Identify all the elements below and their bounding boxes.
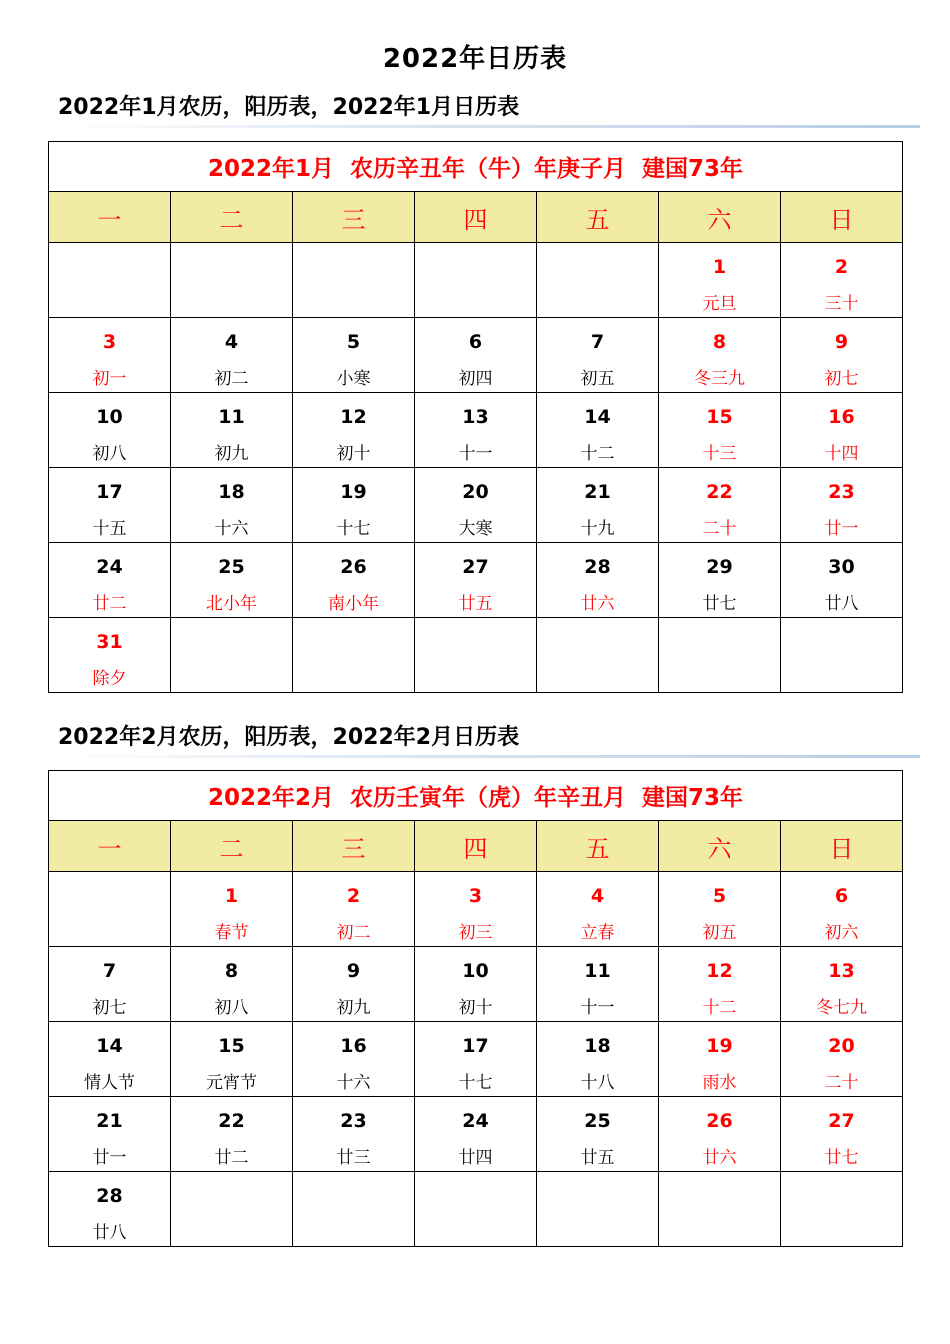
month-section-heading: [58, 722, 920, 758]
weekday-header: 六: [659, 821, 781, 872]
day-number: 25: [584, 1110, 611, 1132]
lunar-date-label: 十八: [580, 1073, 615, 1093]
lunar-date-label: 廿二: [214, 1148, 249, 1168]
day-cell: [537, 393, 659, 468]
week-row: [49, 947, 903, 1022]
empty-day-cell: [537, 243, 659, 318]
day-cell: [293, 318, 415, 393]
lunar-date-label: 廿五: [580, 1148, 615, 1168]
day-number: 26: [340, 556, 367, 578]
day-cell: [293, 543, 415, 618]
weekday-header: 一: [49, 192, 171, 243]
lunar-date-label: 大寒: [458, 519, 493, 539]
week-row: [49, 618, 903, 693]
week-row: [49, 318, 903, 393]
day-cell: [781, 393, 903, 468]
lunar-date-label: 廿一: [824, 519, 859, 539]
lunar-date-label: 十四: [824, 444, 859, 464]
empty-day-cell: [415, 243, 537, 318]
day-cell: [415, 543, 537, 618]
day-number: 14: [584, 406, 611, 428]
day-cell: [659, 318, 781, 393]
day-cell: [781, 1022, 903, 1097]
day-number: 28: [96, 1185, 123, 1207]
weekday-header: 五: [537, 821, 659, 872]
day-number: 9: [346, 960, 361, 982]
day-cell: [293, 1097, 415, 1172]
day-number: 2: [834, 256, 849, 278]
lunar-date-label: 廿六: [580, 594, 615, 614]
week-row: [49, 1097, 903, 1172]
weekday-header-row: [49, 192, 903, 243]
day-number: 13: [462, 406, 489, 428]
day-number: 4: [590, 885, 605, 907]
day-cell: [659, 872, 781, 947]
day-cell: [659, 1097, 781, 1172]
day-number: 23: [340, 1110, 367, 1132]
day-cell: [781, 947, 903, 1022]
lunar-date-label: 初二: [214, 369, 249, 389]
day-number: 16: [340, 1035, 367, 1057]
day-number: 22: [218, 1110, 245, 1132]
heading-underline: [58, 125, 920, 128]
day-cell: [171, 393, 293, 468]
day-cell: [171, 1097, 293, 1172]
lunar-date-label: 春节: [214, 923, 249, 943]
day-cell: [171, 318, 293, 393]
empty-day-cell: [537, 1172, 659, 1247]
day-cell: [781, 1097, 903, 1172]
month-section-heading-text: 2022年1月农历，阳历表，2022年1月日历表: [58, 95, 520, 120]
lunar-date-label: 十二: [702, 998, 737, 1018]
day-cell: [415, 1022, 537, 1097]
lunar-date-label: 廿八: [92, 1223, 127, 1243]
lunar-date-label: 三十: [824, 294, 859, 314]
day-cell: [49, 1172, 171, 1247]
lunar-date-label: 初六: [824, 923, 859, 943]
lunar-date-label: 元旦: [702, 294, 737, 314]
day-cell: [171, 1022, 293, 1097]
month-section-heading-text: 2022年2月农历，阳历表，2022年2月日历表: [58, 725, 520, 750]
day-number: 3: [468, 885, 483, 907]
lunar-date-label: 廿六: [702, 1148, 737, 1168]
weekday-header: 日: [781, 821, 903, 872]
lunar-date-label: 初十: [336, 444, 371, 464]
day-number: 15: [706, 406, 733, 428]
day-number: 8: [224, 960, 239, 982]
day-number: 14: [96, 1035, 123, 1057]
weekday-header: 三: [293, 192, 415, 243]
day-number: 27: [828, 1110, 855, 1132]
day-cell: [49, 618, 171, 693]
empty-day-cell: [171, 243, 293, 318]
lunar-date-label: 廿八: [824, 594, 859, 614]
day-number: 15: [218, 1035, 245, 1057]
day-cell: [49, 947, 171, 1022]
day-cell: [171, 468, 293, 543]
lunar-date-label: 除夕: [92, 669, 127, 689]
day-cell: [293, 947, 415, 1022]
week-row: [49, 468, 903, 543]
lunar-date-label: 廿一: [92, 1148, 127, 1168]
empty-day-cell: [781, 1172, 903, 1247]
lunar-date-label: 初三: [458, 923, 493, 943]
day-number: 21: [96, 1110, 123, 1132]
empty-day-cell: [537, 618, 659, 693]
day-cell: [49, 393, 171, 468]
day-cell: [659, 243, 781, 318]
lunar-date-label: 初九: [214, 444, 249, 464]
day-number: 31: [96, 631, 123, 653]
day-number: 28: [584, 556, 611, 578]
week-row: [49, 243, 903, 318]
day-number: 9: [834, 331, 849, 353]
day-number: 17: [462, 1035, 489, 1057]
day-number: 27: [462, 556, 489, 578]
lunar-date-label: 十七: [458, 1073, 493, 1093]
day-cell: [49, 468, 171, 543]
day-number: 6: [834, 885, 849, 907]
empty-day-cell: [49, 872, 171, 947]
lunar-date-label: 初八: [214, 998, 249, 1018]
day-cell: [171, 947, 293, 1022]
day-cell: [49, 318, 171, 393]
weekday-header: 六: [659, 192, 781, 243]
day-number: 10: [96, 406, 123, 428]
lunar-date-label: 廿二: [92, 594, 127, 614]
empty-day-cell: [293, 618, 415, 693]
weekday-header: 三: [293, 821, 415, 872]
day-number: 20: [828, 1035, 855, 1057]
weekday-header: 四: [415, 821, 537, 872]
day-number: 23: [828, 481, 855, 503]
day-cell: [537, 318, 659, 393]
day-cell: [781, 872, 903, 947]
lunar-date-label: 北小年: [206, 594, 257, 614]
lunar-date-label: 初七: [92, 998, 127, 1018]
day-cell: [293, 1022, 415, 1097]
day-number: 8: [712, 331, 727, 353]
day-number: 11: [218, 406, 245, 428]
lunar-date-label: 廿七: [702, 594, 737, 614]
day-number: 5: [346, 331, 361, 353]
day-cell: [293, 872, 415, 947]
day-number: 25: [218, 556, 245, 578]
lunar-date-label: 廿七: [824, 1148, 859, 1168]
day-cell: [293, 468, 415, 543]
day-cell: [659, 468, 781, 543]
empty-day-cell: [171, 1172, 293, 1247]
lunar-date-label: 十六: [214, 519, 249, 539]
lunar-date-label: 冬三九: [694, 369, 745, 389]
document-title: 2022年日历表: [382, 44, 568, 74]
lunar-date-label: 二十: [824, 1073, 859, 1093]
empty-day-cell: [293, 243, 415, 318]
day-number: 5: [712, 885, 727, 907]
day-number: 7: [590, 331, 605, 353]
day-number: 4: [224, 331, 239, 353]
day-cell: [415, 872, 537, 947]
day-cell: [49, 1022, 171, 1097]
day-number: 10: [462, 960, 489, 982]
day-number: 24: [96, 556, 123, 578]
day-cell: [537, 1022, 659, 1097]
day-cell: [659, 1022, 781, 1097]
week-row: [49, 393, 903, 468]
day-cell: [537, 872, 659, 947]
weekday-header: 四: [415, 192, 537, 243]
day-cell: [171, 872, 293, 947]
lunar-date-label: 十三: [702, 444, 737, 464]
lunar-date-label: 初二: [336, 923, 371, 943]
day-cell: [781, 468, 903, 543]
lunar-date-label: 雨水: [702, 1073, 737, 1093]
day-number: 29: [706, 556, 733, 578]
weekday-header: 一: [49, 821, 171, 872]
weekday-header: 日: [781, 192, 903, 243]
day-number: 7: [102, 960, 117, 982]
day-number: 20: [462, 481, 489, 503]
empty-day-cell: [659, 618, 781, 693]
day-number: 12: [706, 960, 733, 982]
empty-day-cell: [415, 618, 537, 693]
day-cell: [659, 393, 781, 468]
day-number: 12: [340, 406, 367, 428]
day-number: 3: [102, 331, 117, 353]
heading-underline: [58, 755, 920, 758]
lunar-date-label: 十五: [92, 519, 127, 539]
lunar-date-label: 初五: [702, 923, 737, 943]
lunar-date-label: 初十: [458, 998, 493, 1018]
lunar-date-label: 元宵节: [206, 1073, 257, 1093]
day-number: 18: [584, 1035, 611, 1057]
lunar-date-label: 初七: [824, 369, 859, 389]
day-cell: [659, 947, 781, 1022]
day-cell: [537, 947, 659, 1022]
empty-day-cell: [293, 1172, 415, 1247]
day-number: 13: [828, 960, 855, 982]
month-calendar-table: [48, 770, 903, 1247]
weekday-header: 二: [171, 192, 293, 243]
lunar-date-label: 初一: [92, 369, 127, 389]
lunar-date-label: 初五: [580, 369, 615, 389]
lunar-date-label: 十二: [580, 444, 615, 464]
lunar-date-label: 十一: [580, 998, 615, 1018]
weekday-header-row: [49, 821, 903, 872]
lunar-date-label: 初四: [458, 369, 493, 389]
lunar-date-label: 情人节: [84, 1073, 135, 1093]
lunar-date-label: 二十: [702, 519, 737, 539]
month-section-heading: [58, 92, 920, 128]
day-number: 24: [462, 1110, 489, 1132]
day-cell: [781, 543, 903, 618]
day-number: 1: [224, 885, 239, 907]
day-cell: [537, 543, 659, 618]
lunar-date-label: 十六: [336, 1073, 371, 1093]
week-row: [49, 543, 903, 618]
empty-day-cell: [415, 1172, 537, 1247]
day-cell: [537, 468, 659, 543]
lunar-date-label: 十一: [458, 444, 493, 464]
calendar-banner: 2022年1月 农历辛丑年（牛）年庚子月 建国73年: [49, 142, 903, 192]
lunar-date-label: 初八: [92, 444, 127, 464]
empty-day-cell: [659, 1172, 781, 1247]
lunar-date-label: 立春: [580, 923, 615, 943]
month-calendar-table: [48, 141, 903, 693]
lunar-date-label: 冬七九: [816, 998, 867, 1018]
week-row: [49, 1022, 903, 1097]
lunar-date-label: 廿三: [336, 1148, 371, 1168]
empty-day-cell: [49, 243, 171, 318]
day-number: 22: [706, 481, 733, 503]
empty-day-cell: [171, 618, 293, 693]
week-row: [49, 1172, 903, 1247]
day-number: 2: [346, 885, 361, 907]
week-row: [49, 872, 903, 947]
day-cell: [659, 543, 781, 618]
day-number: 16: [828, 406, 855, 428]
day-cell: [415, 1097, 537, 1172]
weekday-header: 二: [171, 821, 293, 872]
day-number: 17: [96, 481, 123, 503]
lunar-date-label: 小寒: [336, 369, 371, 389]
lunar-date-label: 十九: [580, 519, 615, 539]
day-cell: [415, 468, 537, 543]
weekday-header: 五: [537, 192, 659, 243]
day-cell: [415, 318, 537, 393]
day-cell: [537, 1097, 659, 1172]
day-number: 26: [706, 1110, 733, 1132]
day-cell: [293, 393, 415, 468]
day-cell: [415, 947, 537, 1022]
lunar-date-label: 廿五: [458, 594, 493, 614]
day-number: 1: [712, 256, 727, 278]
day-cell: [49, 543, 171, 618]
lunar-date-label: 南小年: [328, 594, 379, 614]
lunar-date-label: 廿四: [458, 1148, 493, 1168]
empty-day-cell: [781, 618, 903, 693]
day-cell: [781, 318, 903, 393]
day-number: 21: [584, 481, 611, 503]
day-cell: [415, 393, 537, 468]
day-number: 18: [218, 481, 245, 503]
day-cell: [781, 243, 903, 318]
lunar-date-label: 初九: [336, 998, 371, 1018]
day-number: 30: [828, 556, 855, 578]
day-number: 19: [340, 481, 367, 503]
day-number: 11: [584, 960, 611, 982]
lunar-date-label: 十七: [336, 519, 371, 539]
day-cell: [171, 543, 293, 618]
calendar-banner: 2022年2月 农历壬寅年（虎）年辛丑月 建国73年: [49, 771, 903, 821]
day-cell: [49, 1097, 171, 1172]
day-number: 19: [706, 1035, 733, 1057]
day-number: 6: [468, 331, 483, 353]
